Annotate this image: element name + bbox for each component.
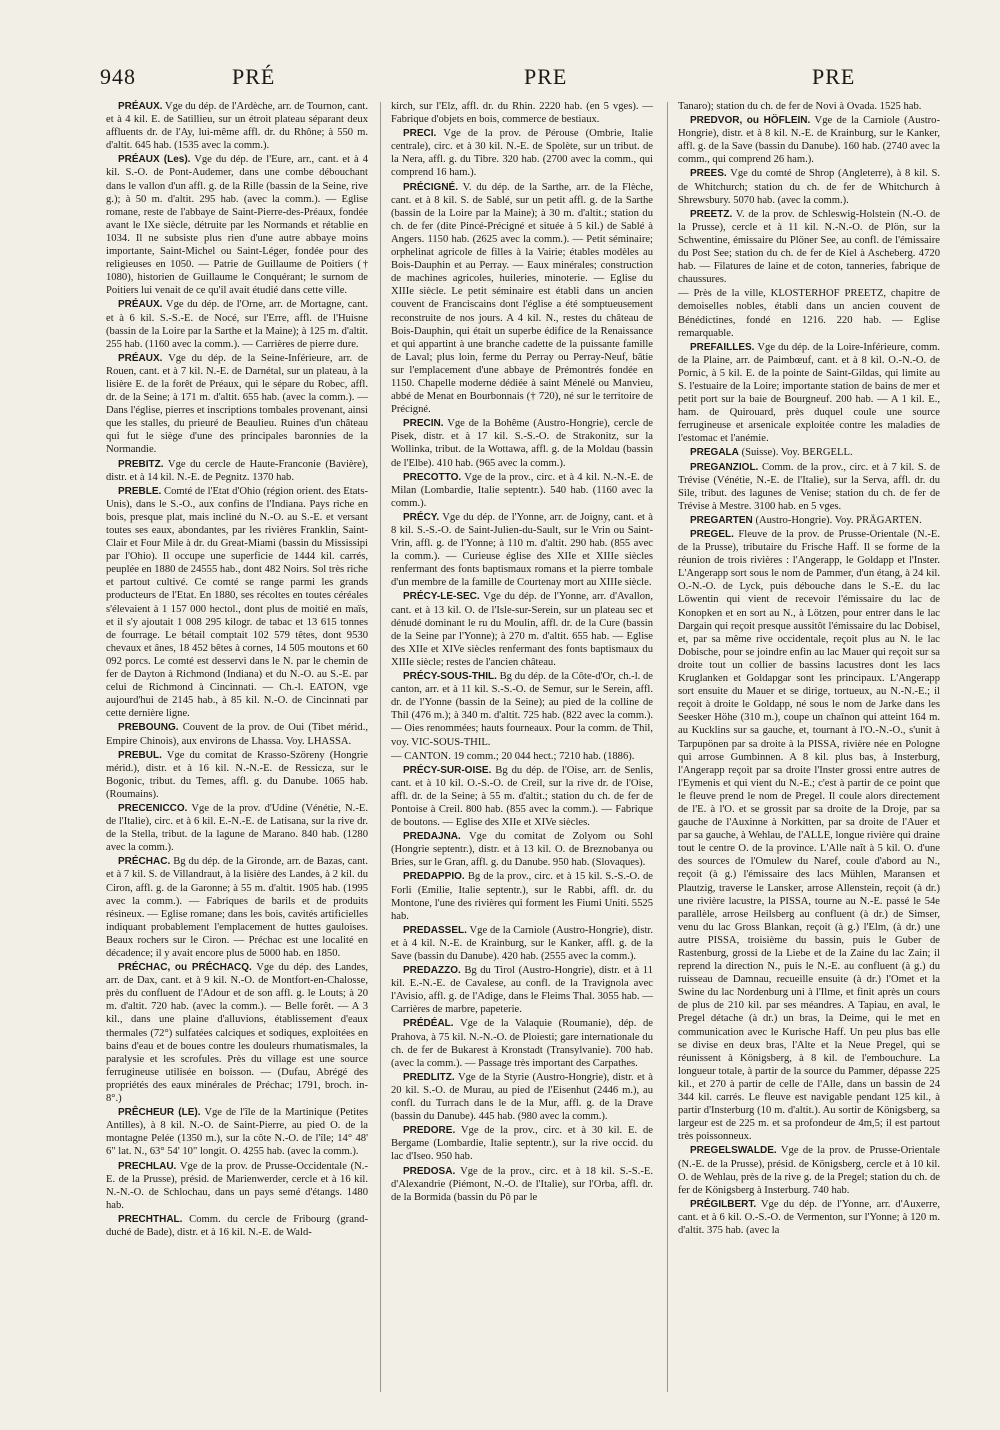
dictionary-entry bbox=[391, 127, 653, 179]
entry-headword: PRÉGILBERT. bbox=[690, 1198, 757, 1210]
entry-headword: PREDAJNA. bbox=[403, 831, 461, 843]
dictionary-entry bbox=[391, 100, 653, 126]
dictionary-entry bbox=[391, 1165, 653, 1204]
entry-headword: PREBITZ. bbox=[118, 458, 164, 470]
entry-headword: PREFAILLES. bbox=[690, 341, 755, 353]
entry-text: Vge du dép. de l'Yonne, arr. d'Auxerre, cant. et à 6 kil. O.-S.-O. de Vermenton, sur l'Yonne; à 120 m. d'altit. 375 hab. (avec la bbox=[678, 1198, 940, 1236]
entry-headword: PRECI. bbox=[403, 128, 437, 140]
entry-text: Vge du dép. des Landes, arr. de Dax, cant. et à 9 kil. N.-O. de Montfort-en-Chalosse, près du confluent de l'Adour et de son affl. g. le Louts; à 20 m. d'altit. 720 hab. (avec la comm.). — Belle forêt. — A 3 kil., dans une plaine d'alluvions, établissement d'eaux thermales (72°) sulfatées calciques et sodiques, exploitées en bains d'eau et de boues contre les douleurs rhumatismales, la paralysie et les scrofules. Près du village est une source ferrugineuse utilisée en boisson. — (Dufau, Abrégé des propriétés des eaux minérales de Préchac; 1791, broch. in-8°.) bbox=[106, 962, 368, 1105]
entry-text: Comm. du cercle de Fribourg (grand-duché de Bade), distr. et à 16 kil. N.-E. de Wald- bbox=[106, 1213, 368, 1238]
dictionary-entry bbox=[106, 961, 368, 1105]
entry-headword: PRÉCHAC. bbox=[118, 856, 171, 868]
entry-headword: PRÉCHAC, ou PRÉCHACQ. bbox=[118, 962, 252, 974]
entry-headword: PREDORE. bbox=[403, 1125, 456, 1137]
dictionary-entry bbox=[391, 471, 653, 510]
entry-text: V. de la prov. de Schleswig-Holstein (N.-O. de la Prusse), cercle et à 11 kil. N.-N.-O. de Plön, sur la Schwentine, émissaire du Plöner See, au confl. de l'émissaire du Post See; station du ch. de fer de Kiel à Ascheberg. 4720 hab. — Filatures de laine et de coton, tanneries, fabrique de chaussures. bbox=[678, 208, 940, 286]
entry-text: — Près de la ville, KLOSTERHOF PREETZ, chapitre de demoiselles nobles, établi dans un ancien couvent de Bénédictines, fondé en 1216. 220 hab. — Eglise remarquable. bbox=[678, 288, 940, 339]
dictionary-entry bbox=[106, 485, 368, 721]
entry-text: Vge de la prov., circ. et à 18 kil. S.-S.-E. d'Alexandrie (Piémont, N.-O. de l'Italie), sur l'Orba, affl. dr. de la Bormida (bassin du Pô par le bbox=[391, 1165, 653, 1203]
entry-headword: PREDLITZ. bbox=[403, 1071, 455, 1083]
entry-headword: PREES. bbox=[690, 168, 727, 180]
entry-text: Bg du dép. de la Côte-d'Or, ch.-l. de canton, arr. et à 11 kil. S.-S.-O. de Semur, sur le Serein, affl. dr. de l'Yonne (bassin de la Seine); au pied de la colline de Thil (476 m.); à 340 m. d'altit. 725 hab. (822 avec la comm.). — Oies renommées; hauts fourneaux. Pour la comm. de Thil, voy. VIC-SOUS-THIL. bbox=[391, 671, 653, 748]
entry-text: Vge de l'île de la Martinique (Petites Antilles), à 8 kil. N.-O. de Saint-Pierre, au pied O. de la montagne Pelée (1350 m.), sur la côte N.-O. de l'île; 14° 48' 6" lat. N., 63° 54' 10" longit. O. 4255 hab. (avec la comm.). bbox=[106, 1107, 368, 1158]
dictionary-entry bbox=[391, 181, 653, 417]
entry-headword: PRÉCY-SUR-OISE. bbox=[403, 764, 492, 776]
entry-text: (Suisse). Voy. BERGELL. bbox=[741, 447, 853, 459]
entry-headword: PRECIN. bbox=[403, 418, 444, 430]
entry-text: Vge du dép. de la Loire-Inférieure, comm. de la Plaine, arr. de Paimbœuf, cant. et à 8 kil. O.-N.-O. de Pornic, à 5 kil. E. de la pointe de Saint-Gildas, qui limite au S. l'estuaire de la Loire; importante station de bains de mer et petit port sur la baie de Bourgneuf. 200 hab. — A 1 kil. E., ham. de Quirouard, près duquel coule une source ferrugineuse et arsenicale exploitée contre les maladies de l'estomac et l'anémie. bbox=[678, 341, 940, 445]
entry-text: Vge de la prov. de Prusse-Occidentale (N.-E. de la Prusse), présid. de Marienwerder, cercle et à 16 kil. N.-N.-O. de Schlochau, dans un pays semé d'étangs. 1480 hab. bbox=[106, 1160, 368, 1211]
dictionary-entry bbox=[678, 341, 940, 446]
column-divider bbox=[380, 102, 381, 1392]
entry-headword: PREDASSEL. bbox=[403, 924, 467, 936]
dictionary-entry bbox=[106, 855, 368, 960]
entry-headword: PREGALA bbox=[690, 447, 739, 459]
dictionary-entry bbox=[678, 287, 940, 339]
dictionary-entry bbox=[391, 924, 653, 963]
dictionary-entry bbox=[106, 802, 368, 854]
dictionary-entry bbox=[678, 1198, 940, 1237]
entry-headword: PRECHTHAL. bbox=[118, 1213, 183, 1225]
dictionary-entry bbox=[106, 100, 368, 152]
dictionary-entry bbox=[678, 208, 940, 287]
entry-text: Vge de la Styrie (Austro-Hongrie), distr. et à 20 kil. S.-O. de Murau, au pied de l'Eisenhut (2446 m.), au confl. du Turrach dans le de la Mur, affl. g. de la Drave (bassin du Danube). 445 hab. (980 avec la comm.). bbox=[391, 1071, 653, 1123]
text-column-2 bbox=[391, 100, 653, 1390]
entry-text: Couvent de la prov. de Oui (Tibet mérid., Empire Chinois), aux environs de Lhassa. Voy. LHASSA. bbox=[106, 722, 368, 747]
page-number: 948 bbox=[100, 64, 136, 89]
dictionary-entry bbox=[106, 1160, 368, 1212]
entry-text: Vge du cercle de Haute-Franconie (Bavière), distr. et à 14 kil. N.-E. de Pegnitz. 1370 hab. bbox=[106, 458, 368, 483]
entry-headword: PREGEL. bbox=[690, 529, 734, 540]
entry-headword: PREBOUNG. bbox=[118, 722, 179, 734]
dictionary-entry bbox=[391, 870, 653, 922]
entry-text: Vge de la prov. de Prusse-Orientale (N.-E. de la Prusse), présid. de Königsberg, cercle et à 10 kil. O. de Wehlau, près de la rive g. de la Pregel; station du ch. de fer de Königsberg à Insterburg. 740 hab. bbox=[678, 1145, 940, 1196]
entry-text: Vge du dép. de l'Yonne, arr. d'Avallon, cant. et à 13 kil. O. de l'Isle-sur-Serein, sur un plateau sec et dénudé dominant le ru du Moulin, affl. dr. de la Cure (bassin de la Seine par l'Yonne); à 270 m. d'altit. 655 hab. — Eglise des XIIe et XIVe siècles renfermant des fonts baptismaux du XIIIe siècle; restes de l'ancien château. bbox=[391, 591, 653, 668]
entry-text: Vge du comté de Shrop (Angleterre), à 8 kil. S. de Whitchurch; station du ch. de fer de Whitchurch à Shrewsbury. 5070 hab. (avec la comm.). bbox=[678, 168, 940, 206]
running-head-center: PRE bbox=[524, 64, 568, 89]
dictionary-entry bbox=[391, 511, 653, 590]
entry-headword: PRÉAUX. bbox=[118, 299, 163, 311]
entry-text: Comté de l'Etat d'Ohio (région orient. des Etats-Unis), dans le S.-O., aux confins de l'Indiana. Pays riche en bois, presque plat, mais incliné du N.-O. au S.-E. et versant toutes ses eaux, abondantes, par les rivières Franklin, Saint-Clair et Four Mile à dr. du Great-Miami (bassin du Mississipi par l'Ohio). Il occupe une superficie de 1444 kil. carrés, peuplée en 1880 de 24555 hab., dont 482 Noirs. Sol très riche et partout cultivé. Ce comté se range parmi les grands producteurs de l'Etat. En 1880, ses récoltes en toutes céréales s'élevaient à 1 157 000 hectol., dont plus de moitié en maïs, et il s'y ajoutait 1 008 295 kilogr. de tabac et 13 615 tonnes de fourrage. Le bétail comptait 102 579 têtes, dont 9530 chevaux et ânes, 18 452 bêtes à cornes, 14 505 moutons et 60 092 porcs. Le comté est desservi dans le N. par le chemin de fer de Dayton à Richmond (Indiana) et du N.-O. au S.-E. par celui de Richmond à Cincinnati. — Ch.-l. EATON, vge aujourd'hui de 2145 hab., à 85 kil. N.-O. de Cincinnati par cette dernière ligne. bbox=[106, 485, 368, 720]
entry-text: Vge de la prov. d'Udine (Vénétie, N.-E. de l'Italie), circ. et à 6 kil. E.-N.-E. de Latisana, sur la rive dr. de la Stella, tribut. de la lagune de Marano. 840 hab. (1280 avec la comm.). bbox=[106, 802, 368, 854]
entry-headword: PREGARTEN bbox=[690, 514, 753, 526]
entry-headword: PREDAZZO. bbox=[403, 965, 461, 977]
entry-headword: PRECHLAU. bbox=[118, 1160, 177, 1172]
entry-headword: PRÉAUX. bbox=[118, 352, 163, 364]
entry-text: Bg du dép. de l'Oise, arr. de Senlis, cant. et à 10 kil. O.-S.-O. de Creil, sur la rive dr. de l'Oise, affl. dr. de la Seine; à 55 m. d'altit.; station du ch. de fer de Pontoise à Creil. 800 hab. (855 avec la comm.). — Fabrique de boutons. — Eglise des XIIe et XIVe siècles. bbox=[391, 764, 653, 829]
running-header bbox=[0, 64, 1000, 98]
entry-text: — CANTON. 19 comm.; 20 044 hect.; 7210 hab. (1886). bbox=[391, 750, 635, 762]
entry-text: kirch, sur l'Elz, affl. dr. du Rhin. 2220 hab. (en 5 vges). — Fabrique d'objets en bois, commerce de bestiaux. bbox=[391, 101, 653, 126]
entry-text: Vge de la prov., circ. et à 4 kil. N.-N.-E. de Milan (Lombardie, Italie septentr.). 540 hab. (1160 avec la comm.). bbox=[391, 471, 653, 509]
entry-text: Vge du comitat de Zolyom ou Sohl (Hongrie septentr.), distr. et à 13 kil. O. de Breznobanya ou Bries, sur le Gran, affl. g. du Danube. 950 hab. (Slovaques). bbox=[391, 831, 653, 869]
dictionary-entry bbox=[391, 750, 653, 763]
dictionary-entry bbox=[391, 830, 653, 869]
entry-headword: PRÉCY-SOUS-THIL. bbox=[403, 671, 497, 683]
entry-text: Vge du comitat de Krasso-Szöreny (Hongrie mérid.), distr. et à 16 kil. N.-N.-E. de Ressicza, sur le Bogonic, tribut. du Temes, affl. g. du Danube. 1065 hab. (Roumains). bbox=[106, 749, 368, 800]
entry-headword: PRECOTTO. bbox=[403, 471, 462, 483]
column-divider bbox=[667, 102, 668, 1392]
entry-text: Vge de la prov. de Pérouse (Ombrie, Italie centrale), circ. et à 30 kil. N.-E. de Spolète, sur un tribut. de la Nera, affl. g. du Tibre. 320 hab. (2700 avec la comm., qui comprend 16 ham.). bbox=[391, 128, 653, 179]
entry-text: Bg de la prov., circ. et à 15 kil. S.-S.-O. de Forli (Emilie, Italie septentr.), sur le Rabbi, affl. dr. du Montone, l'une des rivières qui forment les Fiumi Uniti. 5525 hab. bbox=[391, 871, 653, 922]
dictionary-entry bbox=[106, 352, 368, 457]
entry-text: Vge de la Carniole (Austro-Hongrie), distr. et à 8 kil. N.-E. de Krainburg, sur le Kanker, affl. g. de la Save (bassin du Danube). 160 hab. (2740 avec la comm., qui comprend 26 ham.). bbox=[678, 115, 940, 166]
entry-text: Vge de la Carniole (Austro-Hongrie), distr. et à 4 kil. N.-E. de Krainburg, sur le Kanker, affl. g. de la Save (bassin du Danube). 420 hab. (2555 avec la comm.). bbox=[391, 924, 653, 962]
dictionary-entry bbox=[391, 1124, 653, 1163]
entry-text: Vge de la Valaquie (Roumanie), dép. de Prahova, à 75 kil. N.-N.-O. de Ploiesti; gare internationale du ch. de fer de Bukarest à Kronstadt (Transylvanie). 700 hab. (avec la comm.). — Passage très important des Carpathes. bbox=[391, 1018, 653, 1069]
running-head-right: PRE bbox=[812, 64, 856, 89]
entry-text: V. du dép. de la Sarthe, arr. de la Flèche, cant. et à 8 kil. S. de Sablé, sur un petit affl. g. de la Sarthe (bassin de la Loire par la Maine); à 30 m. d'altit.; station du ch. de fer (dite Pincé-Précigné et située à 5 kil.) de Sablé à Angers. 1150 hab. (2625 avec la comm.). — Petit séminaire; orphelinat agricole de filles à la Vairie; étables modèles au Bois-Dauphin et au Perray. — Eaux minérales; construction de machines agricoles, huileries, minoterie. — Eglise du XIIIe siècle. Le petit séminaire est établi dans un ancien couvent de Franciscains dont l'église a été somptueusement reconstruite de nos jours. A 4 kil. N., restes du château de Bois-Dauphin, qui était un superbe édifice de la Renaissance et qui appartint à une branche cadette de la puissante famille de Laval; plus loin, ferme du Perray ou Perray-Neuf, bâtie sur l'emplacement d'une abbaye de Prémontrés fondée en 1150. Chapelle moderne dédiée à saint Ménelé ou Manvieu, abbé de Menat en Bourbonnais († 720), né sur le territoire de Précigné. bbox=[391, 181, 653, 416]
dictionary-entry bbox=[678, 114, 940, 166]
entry-headword: PREGELSWALDE. bbox=[690, 1145, 777, 1157]
dictionary-entry bbox=[106, 1213, 368, 1239]
entry-text: (Austro-Hongrie). Voy. PRÄGARTEN. bbox=[755, 514, 922, 526]
entry-headword: PREDAPPIO. bbox=[403, 871, 465, 883]
entry-headword: PREDOSA. bbox=[403, 1165, 456, 1177]
dictionary-entry bbox=[678, 1144, 940, 1196]
entry-text: Vge de la Bohême (Austro-Hongrie), cercle de Pisek, distr. et à 17 kil. S.-S.-O. de Strakonitz, sur la Wollinka, tribut. de la Wottawa, affl. g. de la Moldau (bassin de l'Elbe). 410 hab. (965 avec la comm.). bbox=[391, 418, 653, 469]
entry-text: Vge du dép. de l'Orne, arr. de Mortagne, cant. et à 6 kil. S.-S.-E. de Nocé, sur l'Erre, affl. de l'Huisne (bassin de la Loire par la Sarthe et la Maine); à 125 m. d'altit. 255 hab. (1160 avec la comm.). — Carrières de pierre dure. bbox=[106, 299, 368, 350]
dictionary-entry bbox=[106, 153, 368, 297]
entry-headword: PRÉCIGNÉ. bbox=[403, 181, 459, 193]
entry-text: Bg du dép. de la Gironde, arr. de Bazas, cant. et à 7 kil. S. de Villandraut, à la lisière des Landes, à 2 kil. du Ciron, affl. g. de la Garonne; à 55 m. d'altit. 1905 hab. (1995 avec la comm.). — Fabriques de barils et de produits résineux. — Eglise romane; dans les bois, cavités artificielles indiquant probablement l'emplacement de huttes gauloises. Beaux rochers sur le Ciron. — Préchac est une localité en décadence; il y avait encore plus de 5000 hab. en 1850. bbox=[106, 856, 368, 959]
entry-text: Vge du dép. de la Seine-Inférieure, arr. de Rouen, cant. et à 7 kil. N.-E. de Darnétal, sur un plateau, à la lisière E. de la forêt de Préaux, qui le sépare du Robec, affl. dr. de la Seine; à 171 m. d'altit. 655 hab. (avec la comm.). — Dans l'église, pierres et inscriptions tombales provenant, ainsi que les stalles, du prieuré de Beaulieu. Ruines d'un château qui fut le siège d'une des principales baronnies de la Normandie. bbox=[106, 352, 368, 456]
entry-headword: PREBLE. bbox=[118, 485, 162, 497]
dictionary-entry bbox=[678, 514, 940, 527]
dictionary-entry bbox=[391, 590, 653, 669]
entry-headword: PRÉDÉAL. bbox=[403, 1018, 454, 1030]
entry-headword: PRÉCY-LE-SEC. bbox=[403, 591, 480, 603]
entry-headword: PRÊCHEUR (LE). bbox=[118, 1107, 201, 1119]
dictionary-entry bbox=[106, 749, 368, 801]
entry-text: Vge du dép. de l'Yonne, arr. de Joigny, cant. et à 8 kil. S.-S.-O. de Saint-Julien-du-Sault, sur le Vrin ou Saint-Vrin, affl. g. de l'Yonne; à 110 m. d'altit. 290 hab. (855 avec la comm.). — Curieuse église des XIIe et XIIIe siècles renfermant des fonts baptismaux romans et la pierre tombale d'un membre de la famille de Courtenay mort au XIIIe siècle. bbox=[391, 511, 653, 589]
entry-text: Comm. de la prov., circ. et à 7 kil. S. de Trévise (Vénétie, N.-E. de l'Italie), sur la Serva, affl. dr. du Sile, tribut. des lagunes de Venise; station du ch. de fer de Trévise à Mestre. 3100 hab. en 5 vges. bbox=[678, 461, 940, 512]
dictionary-entry bbox=[106, 458, 368, 484]
entry-headword: PRÉCY. bbox=[403, 511, 440, 523]
dictionary-entry bbox=[678, 167, 940, 206]
dictionary-entry bbox=[678, 528, 940, 1143]
dictionary-entry bbox=[391, 1017, 653, 1069]
entry-text: Vge du dép. de l'Eure, arr., cant. et à 4 kil. S.-O. de Pont-Audemer, dans une combe débouchant dans le vallon d'un affl. g. de la Rille (bassin de la Seine, rive g.); à 50 m. d'altit. 295 hab. (avec la comm.). — Eglise romane, reste de l'abbaye de Saint-Pierre-des-Préaux, fondée avant le IXe siècle, détruite par les Normands et rétablie en 1034. Il ne subsiste plus rien d'une autre abbaye moins importante, Saint-Michel ou Saint-Léger, fondée pour des religieuses en 1050. — Patrie de Guillaume de Poitiers († 1080), historien de Guillaume le Conquérant; le surnom de Poitiers lui venait de ce qu'il avait étudié dans cette ville. bbox=[106, 154, 368, 297]
dictionary-entry bbox=[678, 461, 940, 513]
dictionary-entry bbox=[391, 764, 653, 829]
dictionary-entry bbox=[106, 298, 368, 350]
entry-headword: PRÉAUX (Les). bbox=[118, 154, 191, 166]
entry-headword: PREBUL. bbox=[118, 749, 162, 761]
entry-text: Vge du dép. de l'Ardèche, arr. de Tournon, cant. et à 4 kil. E. de Satillieu, sur un étroit plateau séparant deux affluents dr. de l'Ay, lui-même affl. dr. du Rhône; à 550 m. d'altit. 645 hab. (1535 avec la comm.). bbox=[106, 101, 368, 152]
text-column-3 bbox=[678, 100, 940, 1390]
entry-text: Fleuve de la prov. de Prusse-Orientale (N.-E. de la Prusse), tributaire du Frische Haff. Il se forme de la réunion de trois rivières : l'Angerapp, le Goldapp et l'Inster. L'Angerapp sort sous le nom de Pammer, d'un étang, à 24 kil. O.-N.-O. de Lyck, puis débouche dans le S.-E. du lac Löwentin qui vient de recevoir l'émissaire du lac de Konopken et en sort au N., à Lötzen, pour entrer dans le lac Dargain qui reçoit presque aussitôt l'émissaire du lac Dobisel, et, par sa même rive occidentale, reçoit plus au N. le lac Dobische, pour se joindre enfin au lac Mauer qui reçoit sur sa droite tout un collier de bassins lacustres dont les lacs Kruglanken et Goldapgar sont les principaux. L'Angerapp sort ensuite du Mauer et se dirige, tortueux, au N.-N.-E.; il reçoit à droite le Goldapp, né sous le nom de Jarke dans les Seesker Höhe (310 m.), coupe un chaînon qui atteint 164 m. au Kucklins sur sa gauche, et, tournant à l'O.-N.-O., s'unit à Tarpupönen par sa droite à la PISSA, rivière née en Pologne qui arrose Gumbinnen. A 8 kil. plus bas, à Insterburg, l'Angerapp reçoit par sa droite l'Inster grossi entre autres de l'Eymenis et qui vient du N.-E.; c'est à partir de ce point que le fleuve prend le nom de Pregel. Il coule alors directement de l'E. à l'O. et se grossit par sa droite de la Droje, par sa gauche de l'Auxinne à Norkitten, par sa droite de l'Auer et par sa gauche, à Wehlau, de l'ALLE, longue rivière qui draine tout le centre O. de la province. L'Alle naît à 5 kil. O. d'une des sources de l'Omulew du Naref, coule d'abord au N., reçoit (à g.) l'émissaire des lacs Mühlen, Maransen et Plautzig, traverse le Lansker, arrose Allenstein, reçoit (à dr.) une rivière lacustre, la PISSA, tourne au N.-E. passé le 54e parallèle, arrose Heilsberg au confluent (à dr.) de Simser, venu du lac Gross Blankan, reçoit (à g.) l'Elm, (à dr.) une autre PISSA, troisième du bassin, puis le Guber de Rastenburg, grossi de la Liebe et de la Zaine du lac Zain; il reprend la direction N., puis le N.-E. au confluent (à g.) du ruisseau de Damnau, recueille ensuite (à dr.) l'Omet et la Swine du lac Nordenburg uni à l'Ilme, et finit après un cours de plus de 210 kil. par ses méandres. A Tapiau, en aval, le Pregel détache (à dr.) un bras, la Deime, qui le met en communication avec le Kurische Haff. Un peu plus bas elle se divise en deux bras, l'Alte et la Neue Pregel, qui se réunissent à Königsberg, à 8 kil. de l'embouchure. La longueur totale, à partir de la source du Pammer, dépasse 225 kil., et 270 à partir de celle de l'Alle, dans un bassin de 24 344 kil. carrés. Le fleuve est navigable pendant 125 kil., à partir d'Insterburg (10 m. d'altit.). Au sortir de Königsberg, sa largeur est de 225 m. et sa profondeur de 4m,5; il est partout très poissonneux. bbox=[678, 529, 940, 1143]
dictionary-entry bbox=[106, 721, 368, 747]
text-column-1 bbox=[106, 100, 368, 1390]
dictionary-entry bbox=[678, 446, 940, 459]
entry-headword: PRÉAUX. bbox=[118, 101, 163, 112]
dictionary-entry bbox=[391, 670, 653, 749]
dictionary-entry bbox=[391, 417, 653, 469]
entry-text: Vge de la prov., circ. et à 30 kil. E. de Bergame (Lombardie, Italie septentr.), sur la rive occid. du lac d'Iseo. 950 hab. bbox=[391, 1125, 653, 1163]
entry-headword: PREDVOR, ou HÖFLEIN. bbox=[690, 115, 811, 127]
entry-headword: PREGANZIOL. bbox=[690, 461, 759, 473]
entry-headword: PRECENICCO. bbox=[118, 802, 188, 814]
running-head-left: PRÉ bbox=[232, 64, 276, 89]
entry-text: Tanaro); station du ch. de fer de Novi à Ovada. 1525 hab. bbox=[678, 101, 922, 112]
entry-text: Bg du Tirol (Austro-Hongrie), distr. et à 11 kil. E.-N.-E. de Cavalese, au confl. de la Travignola avec l'Avisio, affl. g. de l'Adige, dans le Fleims Thal. 3055 hab. — Carrières de marbre, papeterie. bbox=[391, 965, 653, 1016]
dictionary-entry bbox=[391, 1071, 653, 1123]
dictionary-entry bbox=[678, 100, 940, 113]
dictionary-entry bbox=[391, 964, 653, 1016]
entry-headword: PREETZ. bbox=[690, 208, 733, 220]
dictionary-entry bbox=[106, 1106, 368, 1158]
